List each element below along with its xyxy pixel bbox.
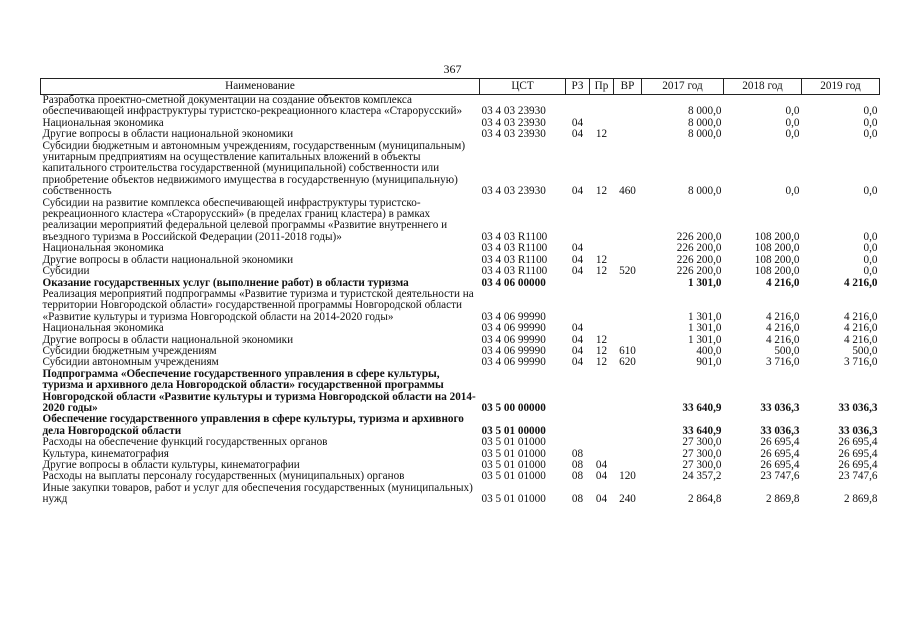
cell-name: Иные закупки товаров, работ и услуг для обеспечения государственных (муниципальных) нужд xyxy=(42,481,473,506)
cell-y2019: 0,0 xyxy=(863,185,878,198)
cell-name: Национальная экономика xyxy=(42,116,164,129)
cell-y2018: 4 216,0 xyxy=(765,276,800,289)
cell-pr: 12 xyxy=(595,344,608,357)
cell-cst: 03 4 06 99990 xyxy=(481,356,546,369)
cell-cst: 03 4 06 99990 xyxy=(481,333,546,346)
cell-rz: 08 xyxy=(571,447,584,460)
cell-name: Другие вопросы в области национальной экономики xyxy=(42,128,294,141)
cell-pr xyxy=(590,278,614,289)
header-vr: ВР xyxy=(614,79,642,95)
header-2018: 2018 год xyxy=(724,79,802,95)
cell-cst: 03 4 03 R1100 xyxy=(481,265,548,278)
cell-vr xyxy=(614,118,642,129)
cell-name: Другие вопросы в области национальной экономики xyxy=(42,333,294,346)
cell-vr: 240 xyxy=(619,493,636,506)
cell-y2019: 33 036,3 xyxy=(838,401,878,414)
cell-name: Культура, кинематография xyxy=(42,447,169,460)
cell-y2017: 8 000,0 xyxy=(687,128,722,141)
cell-y2019: 0,0 xyxy=(863,253,878,266)
cell-rz: 08 xyxy=(571,493,584,506)
cell-y2019: 0,0 xyxy=(863,128,878,141)
cell-y2017: 8 000,0 xyxy=(687,105,722,118)
cell-y2018: 26 695,4 xyxy=(760,447,800,460)
cell-y2019: 4 216,0 xyxy=(843,276,878,289)
cell-vr xyxy=(614,95,642,118)
cell-y2017: 1 301,0 xyxy=(687,310,722,323)
cell-vr xyxy=(614,414,642,437)
cell-y2018: 108 200,0 xyxy=(754,265,800,278)
cell-name: Субсидии бюджетным и автономным учреждениям, государственным (муниципальным) унитарным предприятиям на осуществление капитальных вложений в объекты капитального строительства государственной (муниципальной) собственности или приобретение объектов недвижимого имущества в государственную (муниципальную) собственность xyxy=(42,139,466,198)
cell-rz xyxy=(566,289,590,323)
cell-name: Реализация мероприятий подпрограммы «Развитие туризма и туристской деятельности на территории Новгородской области» государственной программы Новгородской области «Развитие культуры и туризма Новгородской области на 2014-2020 годы» xyxy=(42,287,474,323)
cell-rz xyxy=(566,369,590,415)
table-row xyxy=(41,198,880,244)
cell-rz: 04 xyxy=(571,253,584,266)
cell-y2017: 8 000,0 xyxy=(687,116,722,129)
cell-rz: 04 xyxy=(571,265,584,278)
cell-cst: 03 4 06 00000 xyxy=(481,276,546,289)
budget-table xyxy=(40,78,880,506)
cell-name: Подпрограмма «Обеспечение государственного управления в сфере культуры, туризма и архивного дела Новгородской области» государственной программы Новгородской области «Развитие культуры и туризма Новгородской области на 2014-2020 годы» xyxy=(42,367,476,414)
cell-rz xyxy=(566,278,590,289)
cell-y2018: 33 036,3 xyxy=(760,424,800,437)
cell-rz xyxy=(566,198,590,244)
cell-vr xyxy=(614,243,642,254)
cell-y2018: 108 200,0 xyxy=(754,230,800,243)
cell-y2017: 33 640,9 xyxy=(682,401,722,414)
cell-name: Другие вопросы в области национальной экономики xyxy=(42,253,294,266)
cell-vr: 620 xyxy=(619,356,636,369)
cell-rz xyxy=(566,414,590,437)
cell-cst: 03 4 06 99990 xyxy=(481,344,546,357)
cell-name: Оказание государственных услуг (выполнение работ) в области туризма xyxy=(42,276,409,289)
cell-pr xyxy=(590,289,614,323)
cell-y2018: 108 200,0 xyxy=(754,253,800,266)
cell-y2017: 27 300,0 xyxy=(682,459,722,471)
cell-y2019: 4 216,0 xyxy=(843,333,878,346)
cell-rz: 04 xyxy=(571,356,584,369)
header-rz: РЗ xyxy=(566,79,590,95)
cell-y2017: 1 301,0 xyxy=(687,333,722,346)
cell-pr: 04 xyxy=(595,459,608,471)
cell-rz: 08 xyxy=(571,459,584,471)
cell-name: Субсидии на развитие комплекса обеспечивающей инфраструктуры туристско-рекреационного кластера «Старорусский» (в пределах границ кластера) в рамках реализации мероприятий федеральной целевой программы «Развитие внутреннего и въездного туризма в Российской Федерации (2011-2018 годы)» xyxy=(42,196,448,243)
cell-cst: 03 4 06 99990 xyxy=(481,310,546,323)
cell-vr xyxy=(614,323,642,334)
cell-y2019: 23 747,6 xyxy=(838,470,878,483)
cell-y2018: 26 695,4 xyxy=(760,459,800,471)
cell-y2019: 500,0 xyxy=(852,344,878,357)
cell-y2018: 0,0 xyxy=(785,116,800,129)
cell-name: Обеспечение государственного управления в сфере культуры, туризма и архивного дела Новгородской области xyxy=(42,413,464,437)
cell-cst: 03 5 01 00000 xyxy=(481,424,546,437)
cell-vr xyxy=(614,437,642,448)
header-2019: 2019 год xyxy=(802,79,880,95)
cell-pr: 04 xyxy=(595,493,608,506)
cell-pr: 12 xyxy=(595,185,608,198)
cell-vr xyxy=(614,278,642,289)
cell-cst: 03 4 03 23930 xyxy=(481,116,546,129)
cell-cst: 03 4 03 23930 xyxy=(481,128,546,141)
cell-y2017: 226 200,0 xyxy=(676,265,722,278)
cell-name: Другие вопросы в области культуры, кинематографии xyxy=(42,459,300,471)
cell-rz: 04 xyxy=(571,128,584,141)
cell-y2018: 4 216,0 xyxy=(765,333,800,346)
cell-pr xyxy=(590,198,614,244)
cell-rz: 04 xyxy=(571,322,584,335)
cell-y2018: 500,0 xyxy=(774,344,800,357)
cell-vr xyxy=(614,129,642,140)
table-header-row xyxy=(41,79,880,95)
cell-y2019: 26 695,4 xyxy=(838,447,878,460)
cell-name: Национальная экономика xyxy=(42,242,164,255)
table-row xyxy=(41,129,880,140)
cell-cst: 03 4 03 23930 xyxy=(481,105,546,118)
cell-y2017: 33 640,9 xyxy=(682,424,722,437)
cell-pr xyxy=(590,243,614,254)
table-row xyxy=(41,141,880,198)
cell-rz: 04 xyxy=(571,116,584,129)
cell-rz: 04 xyxy=(571,242,584,255)
table-row xyxy=(41,255,880,266)
cell-name: Субсидии автономным учреждениям xyxy=(42,356,219,369)
cell-name: Расходы на выплаты персоналу государственных (муниципальных) органов xyxy=(42,470,405,483)
cell-pr: 04 xyxy=(595,470,608,483)
cell-y2017: 8 000,0 xyxy=(687,185,722,198)
cell-pr: 12 xyxy=(595,333,608,346)
cell-cst: 03 5 00 00000 xyxy=(481,401,546,414)
table-row xyxy=(41,414,880,437)
header-2017: 2017 год xyxy=(642,79,724,95)
cell-y2019: 26 695,4 xyxy=(838,459,878,471)
cell-y2017: 2 864,8 xyxy=(687,493,722,506)
cell-pr xyxy=(590,95,614,118)
cell-rz: 04 xyxy=(571,344,584,357)
cell-y2018: 3 716,0 xyxy=(765,356,800,369)
cell-y2019: 0,0 xyxy=(863,105,878,118)
cell-y2018: 2 869,8 xyxy=(765,493,800,506)
cell-vr: 520 xyxy=(619,265,636,278)
cell-cst: 03 5 01 01000 xyxy=(481,447,546,460)
cell-y2017: 24 357,2 xyxy=(682,470,722,483)
cell-rz: 04 xyxy=(571,333,584,346)
cell-name: Расходы на обеспечение функций государственных органов xyxy=(42,436,328,449)
cell-y2017: 226 200,0 xyxy=(676,253,722,266)
cell-cst: 03 5 01 01000 xyxy=(481,436,546,449)
cell-y2019: 0,0 xyxy=(863,242,878,255)
header-name: Наименование xyxy=(41,79,480,95)
table-row xyxy=(41,437,880,448)
table-row xyxy=(41,95,880,118)
cell-cst: 03 4 03 23930 xyxy=(481,185,546,198)
cell-pr xyxy=(590,323,614,334)
cell-pr: 12 xyxy=(595,265,608,278)
cell-cst: 03 4 06 99990 xyxy=(481,322,546,335)
cell-name: Субсидии бюджетным учреждениям xyxy=(42,344,217,357)
cell-y2017: 226 200,0 xyxy=(676,242,722,255)
cell-pr: 12 xyxy=(595,356,608,369)
cell-rz: 04 xyxy=(571,185,584,198)
table-body xyxy=(41,95,880,506)
cell-vr xyxy=(614,449,642,460)
cell-y2017: 226 200,0 xyxy=(676,230,722,243)
cell-y2018: 4 216,0 xyxy=(765,310,800,323)
cell-rz xyxy=(566,437,590,448)
cell-pr xyxy=(590,437,614,448)
cell-y2017: 27 300,0 xyxy=(682,436,722,449)
cell-vr: 460 xyxy=(619,185,636,198)
cell-y2017: 1 301,0 xyxy=(687,276,722,289)
cell-cst: 03 5 01 01000 xyxy=(481,493,546,506)
cell-y2019: 4 216,0 xyxy=(843,322,878,335)
cell-vr: 120 xyxy=(619,470,636,483)
cell-y2017: 901,0 xyxy=(696,356,722,369)
cell-vr: 610 xyxy=(619,344,636,357)
cell-y2019: 2 869,8 xyxy=(843,493,878,506)
cell-y2017: 1 301,0 xyxy=(687,322,722,335)
cell-pr xyxy=(590,369,614,415)
table-row xyxy=(41,369,880,415)
cell-name: Субсидии xyxy=(42,265,90,278)
cell-y2018: 26 695,4 xyxy=(760,436,800,449)
cell-name: Национальная экономика xyxy=(42,322,164,335)
header-cst: ЦСТ xyxy=(480,79,566,95)
cell-cst: 03 5 01 01000 xyxy=(481,459,546,471)
page-number: 367 xyxy=(443,62,462,76)
cell-y2018: 0,0 xyxy=(785,128,800,141)
cell-y2018: 0,0 xyxy=(785,185,800,198)
cell-vr xyxy=(614,289,642,323)
table-row xyxy=(41,323,880,334)
header-pr: Пр xyxy=(590,79,614,95)
cell-vr xyxy=(614,369,642,415)
cell-y2017: 27 300,0 xyxy=(682,447,722,460)
cell-name: Разработка проектно-сметной документации на создание объектов комплекса обеспечивающей инфраструктуры туристско-рекреационного кластера «Старорусский» xyxy=(42,94,463,118)
cell-rz: 08 xyxy=(571,470,584,483)
cell-cst: 03 4 03 R1100 xyxy=(481,230,548,243)
cell-vr xyxy=(614,198,642,244)
cell-cst: 03 4 03 R1100 xyxy=(481,242,548,255)
cell-y2019: 4 216,0 xyxy=(843,310,878,323)
cell-cst: 03 5 01 01000 xyxy=(481,470,546,483)
cell-y2019: 33 036,3 xyxy=(838,424,878,437)
cell-rz xyxy=(566,95,590,118)
cell-y2018: 108 200,0 xyxy=(754,242,800,255)
cell-y2019: 0,0 xyxy=(863,230,878,243)
cell-y2019: 0,0 xyxy=(863,265,878,278)
table-row xyxy=(41,483,880,506)
cell-y2019: 3 716,0 xyxy=(843,356,878,369)
cell-pr: 12 xyxy=(595,128,608,141)
cell-pr xyxy=(590,414,614,437)
table-row xyxy=(41,289,880,323)
table-row xyxy=(41,243,880,254)
cell-pr: 12 xyxy=(595,253,608,266)
table-row xyxy=(41,266,880,277)
cell-cst: 03 4 03 R1100 xyxy=(481,253,548,266)
cell-y2017: 400,0 xyxy=(696,344,722,357)
cell-y2019: 26 695,4 xyxy=(838,436,878,449)
cell-y2018: 0,0 xyxy=(785,105,800,118)
cell-y2019: 0,0 xyxy=(863,116,878,129)
cell-y2018: 33 036,3 xyxy=(760,401,800,414)
cell-y2018: 23 747,6 xyxy=(760,470,800,483)
cell-y2018: 4 216,0 xyxy=(765,322,800,335)
